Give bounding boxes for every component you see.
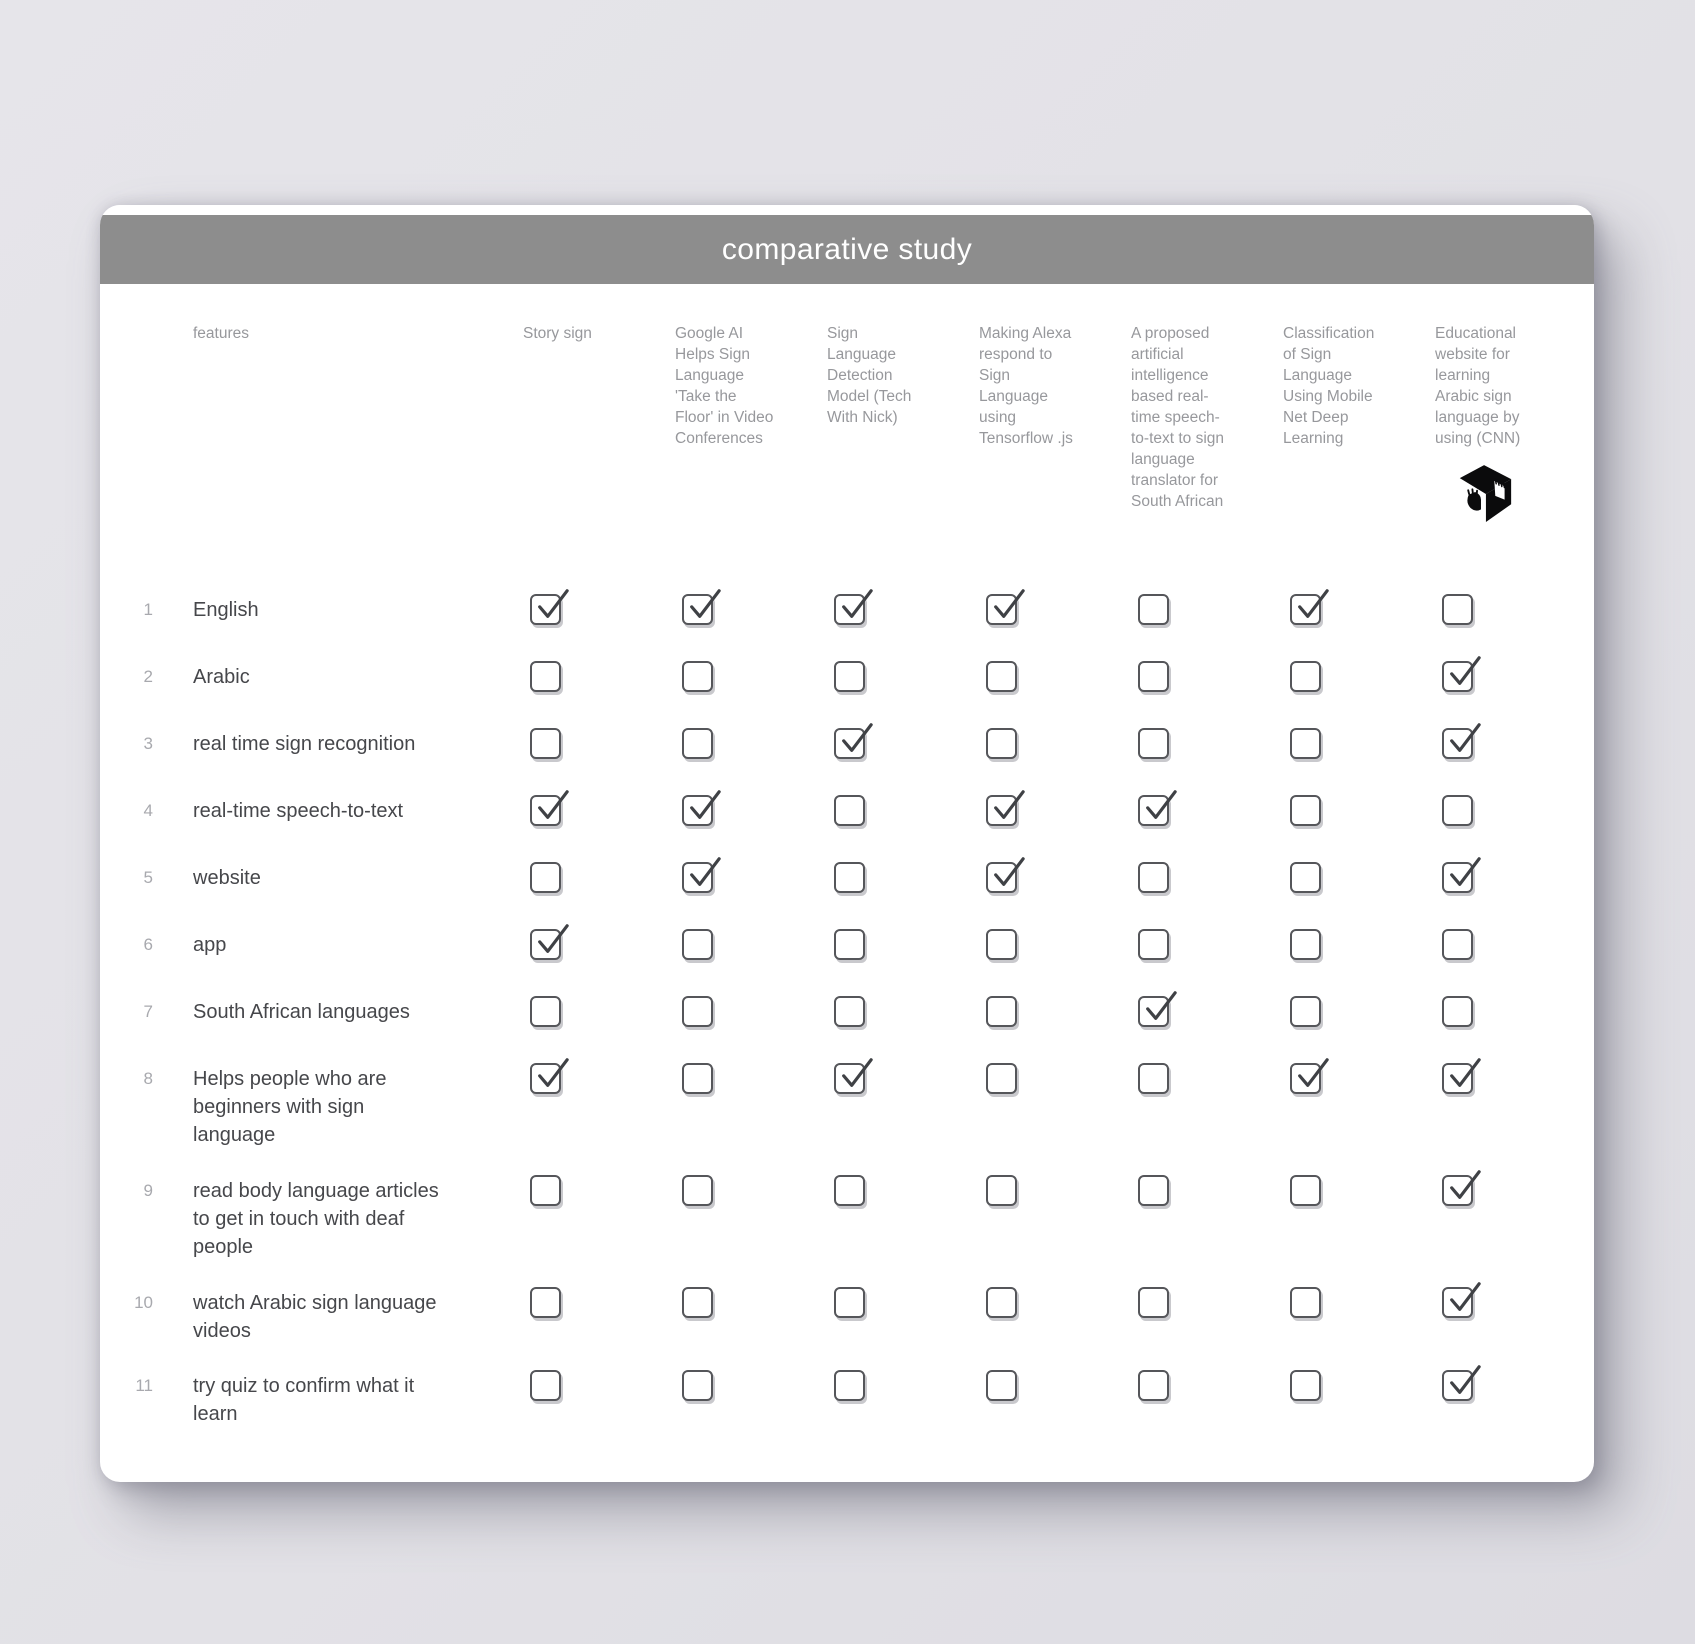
checkbox-row1-col3-checked[interactable] xyxy=(834,594,865,625)
checkbox-row1-col6-checked[interactable] xyxy=(1290,594,1321,625)
checkbox-cell xyxy=(827,861,979,898)
checkmark-icon xyxy=(990,856,1026,890)
checkbox-row7-col5-checked[interactable] xyxy=(1138,996,1169,1027)
checkbox-row6-col2-unchecked[interactable] xyxy=(682,929,713,960)
feature-label: app xyxy=(193,934,227,956)
checkbox-cell xyxy=(675,1062,827,1099)
checkbox-row4-col6-unchecked[interactable] xyxy=(1290,795,1321,826)
checkbox-cell xyxy=(675,1369,827,1406)
product-column-header-2 xyxy=(675,323,827,449)
page-title: comparative study xyxy=(721,232,973,266)
row-number: 3 xyxy=(143,734,153,753)
product-column-header-4 xyxy=(979,323,1131,449)
product-column-label: A proposed artificial intelligence based real-time speech-to-text to sign language translator for South African xyxy=(1131,325,1225,510)
product-column-header-6 xyxy=(1283,323,1435,449)
checkbox-cell xyxy=(1131,1174,1283,1211)
checkbox-row6-col5-unchecked[interactable] xyxy=(1138,929,1169,960)
checkbox-row6-col6-unchecked[interactable] xyxy=(1290,929,1321,960)
table-row xyxy=(100,660,1594,727)
checkbox-cell xyxy=(1131,861,1283,898)
product-column-label: Sign Language Detection Model (Tech With Nick) xyxy=(827,325,912,426)
checkbox-row4-col2-checked[interactable] xyxy=(682,795,713,826)
checkbox-cell xyxy=(523,1174,675,1211)
checkbox-cell xyxy=(675,995,827,1032)
checkbox-row11-col3-unchecked[interactable] xyxy=(834,1370,865,1401)
feature-label: Helps people who are beginners with sign language xyxy=(193,1068,387,1146)
checkbox-cell xyxy=(1131,794,1283,831)
checkbox-cell xyxy=(523,928,675,965)
checkmark-icon xyxy=(1294,588,1330,622)
checkbox-row10-col3-unchecked[interactable] xyxy=(834,1287,865,1318)
checkbox-row4-col1-checked[interactable] xyxy=(530,795,561,826)
checkbox-cell xyxy=(827,928,979,965)
checkbox-cell xyxy=(1283,727,1435,764)
column-header-row xyxy=(100,323,1594,565)
checkbox-cell xyxy=(1435,1286,1587,1323)
checkbox-row5-col4-checked[interactable] xyxy=(986,862,1017,893)
table-row xyxy=(100,995,1594,1062)
checkbox-cell xyxy=(979,660,1131,697)
checkbox-row7-col4-unchecked[interactable] xyxy=(986,996,1017,1027)
card-top-strip xyxy=(100,205,1594,215)
checkbox-cell xyxy=(675,861,827,898)
row-number: 5 xyxy=(143,868,153,887)
product-column-header-7 xyxy=(1435,323,1587,525)
checkbox-row3-col7-checked[interactable] xyxy=(1442,728,1473,759)
checkbox-row10-col6-unchecked[interactable] xyxy=(1290,1287,1321,1318)
checkbox-row10-col1-unchecked[interactable] xyxy=(530,1287,561,1318)
checkbox-row3-col3-checked[interactable] xyxy=(834,728,865,759)
checkbox-row7-col6-unchecked[interactable] xyxy=(1290,996,1321,1027)
product-column-label: Educational website for learning Arabic sign language by using (CNN) xyxy=(1435,325,1521,447)
features-column-header: features xyxy=(193,325,250,342)
checkbox-row5-col2-checked[interactable] xyxy=(682,862,713,893)
checkbox-cell xyxy=(675,727,827,764)
checkbox-cell xyxy=(523,593,675,630)
checkbox-cell xyxy=(979,1286,1131,1323)
row-number: 11 xyxy=(135,1376,153,1395)
checkbox-cell xyxy=(827,1286,979,1323)
table-row xyxy=(100,1369,1594,1459)
checkbox-row8-col3-checked[interactable] xyxy=(834,1063,865,1094)
checkmark-icon xyxy=(1446,1057,1482,1091)
feature-label: watch Arabic sign language videos xyxy=(193,1292,437,1342)
checkbox-row10-col7-checked[interactable] xyxy=(1442,1287,1473,1318)
comparative-study-card xyxy=(100,205,1594,1482)
checkmark-icon xyxy=(838,722,874,756)
checkbox-cell xyxy=(827,593,979,630)
checkmark-icon xyxy=(686,856,722,890)
checkbox-cell xyxy=(1131,1062,1283,1099)
checkmark-icon xyxy=(1446,1169,1482,1203)
checkbox-row2-col2-unchecked[interactable] xyxy=(682,661,713,692)
checkbox-cell xyxy=(1283,1174,1435,1211)
checkbox-row8-col4-unchecked[interactable] xyxy=(986,1063,1017,1094)
checkbox-cell xyxy=(675,794,827,831)
checkbox-cell xyxy=(1435,861,1587,898)
checkbox-cell xyxy=(979,593,1131,630)
checkbox-cell xyxy=(523,727,675,764)
feature-label: English xyxy=(193,599,259,621)
checkbox-row6-col1-checked[interactable] xyxy=(530,929,561,960)
checkbox-row5-col3-unchecked[interactable] xyxy=(834,862,865,893)
checkbox-cell xyxy=(1283,593,1435,630)
checkbox-cell xyxy=(1435,794,1587,831)
checkbox-row8-col5-unchecked[interactable] xyxy=(1138,1063,1169,1094)
row-number: 8 xyxy=(143,1069,153,1088)
checkmark-icon xyxy=(534,789,570,823)
checkbox-row3-col2-unchecked[interactable] xyxy=(682,728,713,759)
table-header-bar xyxy=(100,215,1594,284)
checkbox-row1-col7-unchecked[interactable] xyxy=(1442,594,1473,625)
table-row xyxy=(100,794,1594,861)
checkbox-row4-col3-unchecked[interactable] xyxy=(834,795,865,826)
checkbox-cell xyxy=(827,727,979,764)
checkbox-row9-col5-unchecked[interactable] xyxy=(1138,1175,1169,1206)
table-row xyxy=(100,593,1594,660)
product-column-label: Making Alexa respond to Sign Language using Tensorflow .js xyxy=(979,325,1073,447)
checkbox-row9-col4-unchecked[interactable] xyxy=(986,1175,1017,1206)
product-column-header-1 xyxy=(523,323,675,344)
checkbox-row1-col2-checked[interactable] xyxy=(682,594,713,625)
checkbox-cell xyxy=(1435,727,1587,764)
table-body xyxy=(100,593,1594,1482)
checkmark-icon xyxy=(990,588,1026,622)
checkbox-cell xyxy=(979,727,1131,764)
product-column-header-3 xyxy=(827,323,979,428)
checkbox-cell xyxy=(1435,995,1587,1032)
checkbox-row3-col4-unchecked[interactable] xyxy=(986,728,1017,759)
checkbox-cell xyxy=(979,1369,1131,1406)
checkbox-cell xyxy=(827,1369,979,1406)
checkbox-cell xyxy=(979,1174,1131,1211)
checkbox-cell xyxy=(523,995,675,1032)
row-number: 7 xyxy=(143,1002,153,1021)
checkbox-row11-col2-unchecked[interactable] xyxy=(682,1370,713,1401)
checkbox-row2-col4-unchecked[interactable] xyxy=(986,661,1017,692)
product-column-label: Classification of Sign Language Using Mobile Net Deep Learning xyxy=(1283,325,1375,447)
checkbox-cell xyxy=(1283,928,1435,965)
checkbox-cell xyxy=(1131,928,1283,965)
checkbox-cell xyxy=(1435,1062,1587,1099)
checkbox-cell xyxy=(1283,1286,1435,1323)
checkbox-cell xyxy=(675,660,827,697)
checkmark-icon xyxy=(1446,1281,1482,1315)
feature-label: try quiz to confirm what it learn xyxy=(193,1375,415,1425)
checkbox-row7-col1-unchecked[interactable] xyxy=(530,996,561,1027)
checkbox-row8-col7-checked[interactable] xyxy=(1442,1063,1473,1094)
checkbox-row3-col1-unchecked[interactable] xyxy=(530,728,561,759)
checkbox-row10-col4-unchecked[interactable] xyxy=(986,1287,1017,1318)
row-number: 2 xyxy=(143,667,153,686)
checkbox-row7-col3-unchecked[interactable] xyxy=(834,996,865,1027)
checkbox-cell xyxy=(1131,1286,1283,1323)
row-number: 9 xyxy=(143,1181,153,1200)
checkbox-row11-col6-unchecked[interactable] xyxy=(1290,1370,1321,1401)
checkbox-row6-col4-unchecked[interactable] xyxy=(986,929,1017,960)
checkmark-icon xyxy=(534,923,570,957)
checkbox-row1-col1-checked[interactable] xyxy=(530,594,561,625)
checkbox-row9-col3-unchecked[interactable] xyxy=(834,1175,865,1206)
checkbox-row5-col1-unchecked[interactable] xyxy=(530,862,561,893)
feature-label: Arabic xyxy=(193,666,250,688)
checkbox-row5-col5-unchecked[interactable] xyxy=(1138,862,1169,893)
checkbox-row3-col5-unchecked[interactable] xyxy=(1138,728,1169,759)
table-row xyxy=(100,861,1594,928)
checkmark-icon xyxy=(990,789,1026,823)
checkbox-cell xyxy=(979,861,1131,898)
checkmark-icon xyxy=(1142,990,1178,1024)
feature-label: website xyxy=(193,867,261,889)
checkbox-row8-col2-unchecked[interactable] xyxy=(682,1063,713,1094)
table-row xyxy=(100,1174,1594,1286)
checkmark-icon xyxy=(1446,655,1482,689)
checkbox-cell xyxy=(827,1174,979,1211)
checkbox-cell xyxy=(1435,593,1587,630)
checkbox-cell xyxy=(1435,660,1587,697)
checkbox-cell xyxy=(979,928,1131,965)
checkmark-icon xyxy=(1446,856,1482,890)
checkmark-icon xyxy=(534,1057,570,1091)
checkbox-row8-col6-checked[interactable] xyxy=(1290,1063,1321,1094)
table-row xyxy=(100,727,1594,794)
checkbox-cell xyxy=(523,861,675,898)
feature-label: real time sign recognition xyxy=(193,733,416,755)
checkbox-row3-col6-unchecked[interactable] xyxy=(1290,728,1321,759)
row-number: 10 xyxy=(134,1293,153,1312)
checkbox-cell xyxy=(523,794,675,831)
checkbox-row10-col2-unchecked[interactable] xyxy=(682,1287,713,1318)
checkbox-cell xyxy=(523,1286,675,1323)
checkmark-icon xyxy=(686,789,722,823)
table-row xyxy=(100,1062,1594,1174)
checkmark-icon xyxy=(1446,722,1482,756)
checkbox-cell xyxy=(827,794,979,831)
table-row xyxy=(100,1286,1594,1369)
checkbox-cell xyxy=(1283,861,1435,898)
checkbox-row2-col5-unchecked[interactable] xyxy=(1138,661,1169,692)
checkbox-row8-col1-checked[interactable] xyxy=(530,1063,561,1094)
checkbox-cell xyxy=(523,1062,675,1099)
checkbox-cell xyxy=(675,1286,827,1323)
row-number: 1 xyxy=(143,600,153,619)
checkbox-row7-col2-unchecked[interactable] xyxy=(682,996,713,1027)
table-row xyxy=(100,928,1594,995)
checkbox-row7-col7-unchecked[interactable] xyxy=(1442,996,1473,1027)
feature-label: read body language articles to get in touch with deaf people xyxy=(193,1180,439,1258)
checkmark-icon xyxy=(1446,1364,1482,1398)
checkbox-cell xyxy=(1435,1369,1587,1406)
checkbox-cell xyxy=(1131,727,1283,764)
checkbox-cell xyxy=(675,928,827,965)
checkbox-row11-col7-checked[interactable] xyxy=(1442,1370,1473,1401)
checkbox-row9-col6-unchecked[interactable] xyxy=(1290,1175,1321,1206)
checkbox-row5-col6-unchecked[interactable] xyxy=(1290,862,1321,893)
checkbox-row11-col5-unchecked[interactable] xyxy=(1138,1370,1169,1401)
checkbox-cell xyxy=(979,1062,1131,1099)
checkmark-icon xyxy=(838,1057,874,1091)
checkbox-cell xyxy=(523,660,675,697)
checkmark-icon xyxy=(838,588,874,622)
checkbox-cell xyxy=(1283,794,1435,831)
feature-label: South African languages xyxy=(193,1001,410,1023)
product-column-header-5 xyxy=(1131,323,1283,512)
checkbox-row4-col4-checked[interactable] xyxy=(986,795,1017,826)
checkbox-cell xyxy=(523,1369,675,1406)
checkbox-cell xyxy=(827,995,979,1032)
row-number: 6 xyxy=(143,935,153,954)
row-number: 4 xyxy=(143,801,153,820)
checkbox-row6-col7-unchecked[interactable] xyxy=(1442,929,1473,960)
checkbox-row9-col1-unchecked[interactable] xyxy=(530,1175,561,1206)
checkbox-cell xyxy=(979,995,1131,1032)
checkbox-row9-col2-unchecked[interactable] xyxy=(682,1175,713,1206)
checkbox-row2-col3-unchecked[interactable] xyxy=(834,661,865,692)
checkbox-cell xyxy=(1131,995,1283,1032)
checkbox-row2-col7-checked[interactable] xyxy=(1442,661,1473,692)
checkbox-row2-col1-unchecked[interactable] xyxy=(530,661,561,692)
checkbox-row4-col7-unchecked[interactable] xyxy=(1442,795,1473,826)
checkbox-cell xyxy=(979,794,1131,831)
checkbox-cell xyxy=(1435,928,1587,965)
checkbox-cell xyxy=(1283,1369,1435,1406)
checkbox-row5-col7-checked[interactable] xyxy=(1442,862,1473,893)
checkbox-cell xyxy=(827,660,979,697)
checkbox-cell xyxy=(675,1174,827,1211)
checkbox-cell xyxy=(1131,1369,1283,1406)
checkbox-row9-col7-checked[interactable] xyxy=(1442,1175,1473,1206)
checkbox-row11-col1-unchecked[interactable] xyxy=(530,1370,561,1401)
product-column-label: Google AI Helps Sign Language 'Take the Floor' in Video Conferences xyxy=(675,325,774,447)
checkbox-cell xyxy=(1435,1174,1587,1211)
product-column-label: Story sign xyxy=(523,325,592,342)
checkbox-cell xyxy=(1283,660,1435,697)
checkbox-row1-col5-unchecked[interactable] xyxy=(1138,594,1169,625)
checkbox-cell xyxy=(1283,995,1435,1032)
checkmark-icon xyxy=(686,588,722,622)
checkbox-row10-col5-unchecked[interactable] xyxy=(1138,1287,1169,1318)
checkbox-cell xyxy=(1131,660,1283,697)
checkbox-cell xyxy=(827,1062,979,1099)
checkbox-row2-col6-unchecked[interactable] xyxy=(1290,661,1321,692)
checkbox-row4-col5-checked[interactable] xyxy=(1138,795,1169,826)
checkbox-row6-col3-unchecked[interactable] xyxy=(834,929,865,960)
checkbox-cell xyxy=(1283,1062,1435,1099)
checkmark-icon xyxy=(1142,789,1178,823)
sign-language-cube-logo-icon xyxy=(1457,463,1513,525)
checkbox-cell xyxy=(675,593,827,630)
checkbox-cell xyxy=(1131,593,1283,630)
checkbox-row1-col4-checked[interactable] xyxy=(986,594,1017,625)
checkbox-row11-col4-unchecked[interactable] xyxy=(986,1370,1017,1401)
checkmark-icon xyxy=(534,588,570,622)
feature-label: real-time speech-to-text xyxy=(193,800,404,822)
checkmark-icon xyxy=(1294,1057,1330,1091)
